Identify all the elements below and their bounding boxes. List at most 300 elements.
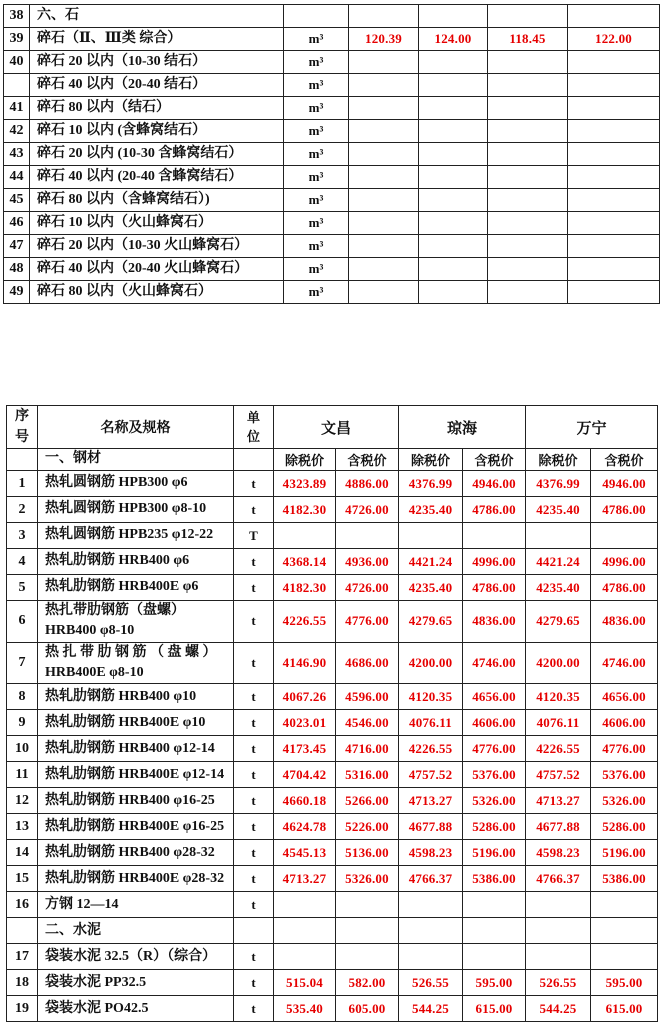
item-name-cell: 热轧肋钢筋 HRB400E φ10 <box>38 710 234 736</box>
table-row <box>7 814 658 840</box>
price-cell: 4776.00 <box>591 736 658 762</box>
unit-cell <box>234 918 274 944</box>
price-cell: 544.25 <box>399 996 463 1022</box>
price-cell: 605.00 <box>336 996 399 1022</box>
price-cell <box>349 51 419 74</box>
price-cell: 5266.00 <box>336 788 399 814</box>
row-number-cell: 13 <box>7 814 38 840</box>
price-cell <box>463 523 526 549</box>
price-cell: 526.55 <box>399 970 463 996</box>
price-cell: 595.00 <box>591 970 658 996</box>
item-name-cell: 碎石 20 以内（10-30 结石） <box>30 51 284 74</box>
price-cell: 535.40 <box>274 996 336 1022</box>
row-number-cell: 14 <box>7 840 38 866</box>
table-row <box>7 642 658 684</box>
price-cell: 4182.30 <box>274 497 336 523</box>
price-cell: 4757.52 <box>399 762 463 788</box>
price-cell <box>488 189 568 212</box>
price-cell <box>274 918 336 944</box>
price-cell: 615.00 <box>591 996 658 1022</box>
item-name-cell: 热轧肋钢筋 HRB400 φ10 <box>38 684 234 710</box>
stone-table-body <box>4 5 660 304</box>
unit-cell: m³ <box>284 28 349 51</box>
table-row <box>7 575 658 601</box>
header-city-qionghai: 琼海 <box>399 406 526 449</box>
unit-cell: m³ <box>284 51 349 74</box>
price-cell: 4713.27 <box>399 788 463 814</box>
price-cell: 4421.24 <box>399 549 463 575</box>
row-number-cell: 38 <box>4 5 30 28</box>
price-cell <box>419 235 488 258</box>
section-label-steel: 一、钢材 <box>38 449 234 471</box>
price-cell: 4376.99 <box>526 471 591 497</box>
price-cell: 4786.00 <box>463 575 526 601</box>
price-cell <box>591 892 658 918</box>
unit-cell: t <box>234 944 274 970</box>
unit-cell: t <box>234 497 274 523</box>
row-number-cell: 18 <box>7 970 38 996</box>
price-cell <box>274 892 336 918</box>
header-price-inctax-wenchang: 含税价 <box>336 449 399 471</box>
price-cell: 5136.00 <box>336 840 399 866</box>
row-number-cell: 44 <box>4 166 30 189</box>
item-name-cell: 热轧肋钢筋 HRB400 φ12-14 <box>38 736 234 762</box>
item-name-cell: 碎石 20 以内 (10-30 含蜂窝结石） <box>30 143 284 166</box>
row-number-cell: 19 <box>7 996 38 1022</box>
unit-cell: m³ <box>284 143 349 166</box>
item-name-cell: 二、水泥 <box>38 918 234 944</box>
row-number-cell: 6 <box>7 601 38 643</box>
price-cell: 4746.00 <box>463 642 526 684</box>
item-name-cell: 热轧肋钢筋 HRB400E φ28-32 <box>38 866 234 892</box>
price-cell <box>568 120 660 143</box>
price-cell: 5376.00 <box>463 762 526 788</box>
item-name-cell: 碎石 80 以内（火山蜂窝石） <box>30 281 284 304</box>
table-row <box>7 840 658 866</box>
price-cell <box>568 235 660 258</box>
subheader-row <box>7 449 658 471</box>
unit-cell: m³ <box>284 189 349 212</box>
empty-cell <box>7 449 38 471</box>
header-price-inctax-qionghai: 含税价 <box>463 449 526 471</box>
price-cell: 582.00 <box>336 970 399 996</box>
price-cell <box>488 74 568 97</box>
price-cell: 4766.37 <box>526 866 591 892</box>
item-name-cell: 六、石 <box>30 5 284 28</box>
price-cell: 5226.00 <box>336 814 399 840</box>
price-cell: 4713.27 <box>526 788 591 814</box>
row-number-cell: 47 <box>4 235 30 258</box>
table-row <box>7 788 658 814</box>
price-cell <box>349 74 419 97</box>
price-cell: 4686.00 <box>336 642 399 684</box>
price-cell <box>568 51 660 74</box>
item-name-cell: 热轧肋钢筋 HRB400 φ6 <box>38 549 234 575</box>
price-cell <box>526 944 591 970</box>
item-name-cell: 热轧肋钢筋 HRB400E φ6 <box>38 575 234 601</box>
price-cell <box>336 944 399 970</box>
row-number-cell: 10 <box>7 736 38 762</box>
price-cell: 4786.00 <box>591 497 658 523</box>
unit-cell: t <box>234 710 274 736</box>
unit-cell: t <box>234 892 274 918</box>
row-number-cell: 16 <box>7 892 38 918</box>
unit-cell: m³ <box>284 212 349 235</box>
price-cell: 4704.42 <box>274 762 336 788</box>
header-seq-no <box>7 406 38 449</box>
header-unit <box>234 406 274 449</box>
stone-price-table <box>3 4 660 304</box>
table-row <box>7 497 658 523</box>
price-cell <box>419 5 488 28</box>
header-price-extax-wenchang: 除税价 <box>274 449 336 471</box>
price-cell <box>488 258 568 281</box>
price-cell: 4936.00 <box>336 549 399 575</box>
header-seq-no-label: 序号 <box>14 409 29 445</box>
row-number-cell: 8 <box>7 684 38 710</box>
header-name-spec: 名称及规格 <box>38 406 234 449</box>
table-row <box>7 523 658 549</box>
price-cell: 5196.00 <box>591 840 658 866</box>
price-cell <box>568 212 660 235</box>
price-cell: 4726.00 <box>336 497 399 523</box>
unit-cell: t <box>234 788 274 814</box>
price-cell <box>526 523 591 549</box>
price-cell: 4713.27 <box>274 866 336 892</box>
price-cell <box>568 166 660 189</box>
unit-cell: t <box>234 840 274 866</box>
unit-cell: t <box>234 866 274 892</box>
price-cell <box>488 281 568 304</box>
price-cell: 122.00 <box>568 28 660 51</box>
table-row <box>7 866 658 892</box>
unit-cell: m³ <box>284 281 349 304</box>
price-cell: 4120.35 <box>399 684 463 710</box>
price-cell: 4235.40 <box>526 497 591 523</box>
table-row <box>4 189 660 212</box>
price-cell: 4786.00 <box>591 575 658 601</box>
price-cell <box>419 258 488 281</box>
price-cell <box>463 892 526 918</box>
item-name-cell: 碎石 80 以内（含蜂窝结石）) <box>30 189 284 212</box>
price-cell <box>568 74 660 97</box>
table-row <box>4 258 660 281</box>
table-row <box>7 970 658 996</box>
item-name-cell: 热扎带肋钢筋（盘螺）HRB400 φ8-10 <box>38 601 234 643</box>
row-number-cell: 43 <box>4 143 30 166</box>
price-cell <box>419 97 488 120</box>
row-number-cell: 46 <box>4 212 30 235</box>
price-cell: 4996.00 <box>591 549 658 575</box>
price-cell: 5286.00 <box>591 814 658 840</box>
price-cell: 4226.55 <box>526 736 591 762</box>
price-cell <box>419 51 488 74</box>
price-cell <box>419 166 488 189</box>
item-name-cell: 热轧圆钢筋 HPB300 φ8-10 <box>38 497 234 523</box>
price-cell: 4023.01 <box>274 710 336 736</box>
price-cell: 4067.26 <box>274 684 336 710</box>
price-cell <box>419 189 488 212</box>
item-name-cell: 碎石 10 以内 (含蜂窝结石） <box>30 120 284 143</box>
row-number-cell: 48 <box>4 258 30 281</box>
price-cell: 5316.00 <box>336 762 399 788</box>
price-cell: 5376.00 <box>591 762 658 788</box>
price-cell: 615.00 <box>463 996 526 1022</box>
row-number-cell <box>4 74 30 97</box>
row-number-cell: 1 <box>7 471 38 497</box>
price-cell <box>591 918 658 944</box>
item-name-cell: 热轧肋钢筋 HRB400 φ28-32 <box>38 840 234 866</box>
price-cell <box>336 892 399 918</box>
price-cell: 4598.23 <box>399 840 463 866</box>
table-row <box>4 97 660 120</box>
table-row <box>4 212 660 235</box>
table-row <box>4 5 660 28</box>
unit-cell: t <box>234 471 274 497</box>
table-row <box>4 120 660 143</box>
price-cell: 4546.00 <box>336 710 399 736</box>
price-cell <box>419 281 488 304</box>
price-cell <box>419 143 488 166</box>
price-cell: 4776.00 <box>336 601 399 643</box>
price-cell: 4606.00 <box>591 710 658 736</box>
price-cell: 4200.00 <box>526 642 591 684</box>
unit-cell: t <box>234 642 274 684</box>
price-cell <box>349 258 419 281</box>
price-cell: 4836.00 <box>463 601 526 643</box>
price-cell: 515.04 <box>274 970 336 996</box>
price-cell <box>488 212 568 235</box>
row-number-cell: 15 <box>7 866 38 892</box>
table-row <box>4 235 660 258</box>
unit-cell <box>284 5 349 28</box>
price-cell: 5326.00 <box>463 788 526 814</box>
price-cell <box>349 189 419 212</box>
row-number-cell: 3 <box>7 523 38 549</box>
row-number-cell: 42 <box>4 120 30 143</box>
price-cell <box>419 74 488 97</box>
price-cell <box>399 523 463 549</box>
price-cell: 4376.99 <box>399 471 463 497</box>
price-cell: 4182.30 <box>274 575 336 601</box>
price-cell <box>274 523 336 549</box>
table-row <box>7 996 658 1022</box>
price-cell: 4368.14 <box>274 549 336 575</box>
unit-cell: m³ <box>284 97 349 120</box>
unit-cell: t <box>234 996 274 1022</box>
price-cell: 4120.35 <box>526 684 591 710</box>
price-cell: 4746.00 <box>591 642 658 684</box>
price-cell: 4421.24 <box>526 549 591 575</box>
table-row <box>7 736 658 762</box>
price-cell: 4946.00 <box>591 471 658 497</box>
row-number-cell: 2 <box>7 497 38 523</box>
price-cell: 4173.45 <box>274 736 336 762</box>
unit-cell: m³ <box>284 74 349 97</box>
item-name-cell: 碎石 10 以内（火山蜂窝石） <box>30 212 284 235</box>
unit-cell: t <box>234 575 274 601</box>
price-cell <box>349 97 419 120</box>
price-cell: 4946.00 <box>463 471 526 497</box>
item-name-cell: 热轧圆钢筋 HPB235 φ12-22 <box>38 523 234 549</box>
price-cell: 4776.00 <box>463 736 526 762</box>
price-cell <box>349 235 419 258</box>
material-table-body <box>7 471 658 1022</box>
table-row <box>4 28 660 51</box>
row-number-cell: 41 <box>4 97 30 120</box>
row-number-cell: 39 <box>4 28 30 51</box>
price-cell <box>568 5 660 28</box>
price-cell <box>488 5 568 28</box>
unit-cell: t <box>234 814 274 840</box>
price-cell <box>463 944 526 970</box>
row-number-cell: 45 <box>4 189 30 212</box>
header-price-extax-qionghai: 除税价 <box>399 449 463 471</box>
price-cell: 120.39 <box>349 28 419 51</box>
price-cell: 4279.65 <box>399 601 463 643</box>
price-cell <box>349 120 419 143</box>
price-cell: 5386.00 <box>463 866 526 892</box>
table-row <box>7 918 658 944</box>
header-city-wenchang: 文昌 <box>274 406 399 449</box>
price-cell <box>488 97 568 120</box>
price-cell <box>568 258 660 281</box>
price-cell <box>399 892 463 918</box>
table-row <box>4 51 660 74</box>
price-cell: 4786.00 <box>463 497 526 523</box>
table-row <box>7 762 658 788</box>
price-cell <box>349 281 419 304</box>
item-name-cell: 热轧肋钢筋 HRB400E φ16-25 <box>38 814 234 840</box>
item-name-cell: 热 扎 带 肋 钢 筋 （ 盘 螺 ） HRB400E φ8-10 <box>38 642 234 684</box>
price-cell <box>568 281 660 304</box>
table-row <box>4 281 660 304</box>
unit-cell: t <box>234 762 274 788</box>
unit-cell: m³ <box>284 166 349 189</box>
unit-cell: m³ <box>284 235 349 258</box>
price-cell <box>526 918 591 944</box>
row-number-cell: 4 <box>7 549 38 575</box>
row-number-cell: 12 <box>7 788 38 814</box>
table-row <box>4 143 660 166</box>
price-cell: 118.45 <box>488 28 568 51</box>
price-cell <box>274 944 336 970</box>
price-cell: 4886.00 <box>336 471 399 497</box>
item-name-cell: 碎石 40 以内（20-40 结石） <box>30 74 284 97</box>
row-number-cell: 49 <box>4 281 30 304</box>
table-row <box>7 549 658 575</box>
price-cell <box>591 523 658 549</box>
table-row <box>4 74 660 97</box>
price-cell: 4656.00 <box>463 684 526 710</box>
price-cell: 4226.55 <box>399 736 463 762</box>
row-number-cell: 9 <box>7 710 38 736</box>
price-cell <box>568 97 660 120</box>
price-cell <box>349 5 419 28</box>
table-row <box>7 944 658 970</box>
price-cell: 5286.00 <box>463 814 526 840</box>
price-cell <box>463 918 526 944</box>
item-name-cell: 袋装水泥 PO42.5 <box>38 996 234 1022</box>
empty-cell <box>234 449 274 471</box>
unit-cell: t <box>234 684 274 710</box>
item-name-cell: 方钢 12—14 <box>38 892 234 918</box>
item-name-cell: 碎石 20 以内（10-30 火山蜂窝石） <box>30 235 284 258</box>
price-cell: 4226.55 <box>274 601 336 643</box>
table-row <box>4 166 660 189</box>
unit-cell: t <box>234 970 274 996</box>
price-cell: 4323.89 <box>274 471 336 497</box>
price-cell: 124.00 <box>419 28 488 51</box>
price-cell <box>591 944 658 970</box>
row-number-cell <box>7 918 38 944</box>
item-name-cell: 碎石 40 以内 (20-40 含蜂窝结石） <box>30 166 284 189</box>
price-cell: 4235.40 <box>399 497 463 523</box>
row-number-cell: 17 <box>7 944 38 970</box>
price-cell: 4660.18 <box>274 788 336 814</box>
price-cell: 4726.00 <box>336 575 399 601</box>
header-city-wanning: 万宁 <box>526 406 658 449</box>
price-cell <box>526 892 591 918</box>
price-cell: 4836.00 <box>591 601 658 643</box>
unit-cell: t <box>234 601 274 643</box>
price-cell: 4716.00 <box>336 736 399 762</box>
item-name-cell: 碎石 80 以内（结石） <box>30 97 284 120</box>
price-cell <box>568 143 660 166</box>
price-cell: 544.25 <box>526 996 591 1022</box>
item-name-cell: 碎石（Ⅱ、Ⅲ类 综合） <box>30 28 284 51</box>
price-cell <box>419 120 488 143</box>
price-cell: 4200.00 <box>399 642 463 684</box>
header-price-inctax-wanning: 含税价 <box>591 449 658 471</box>
item-name-cell: 碎石 40 以内（20-40 火山蜂窝石） <box>30 258 284 281</box>
unit-cell: T <box>234 523 274 549</box>
price-cell <box>488 120 568 143</box>
price-cell <box>488 143 568 166</box>
price-cell: 4677.88 <box>399 814 463 840</box>
price-cell: 5326.00 <box>591 788 658 814</box>
price-cell <box>349 212 419 235</box>
price-cell: 595.00 <box>463 970 526 996</box>
table-row <box>7 471 658 497</box>
item-name-cell: 热轧肋钢筋 HRB400E φ12-14 <box>38 762 234 788</box>
item-name-cell: 袋装水泥 PP32.5 <box>38 970 234 996</box>
price-cell: 5386.00 <box>591 866 658 892</box>
price-cell: 4624.78 <box>274 814 336 840</box>
price-cell <box>399 944 463 970</box>
price-cell: 4545.13 <box>274 840 336 866</box>
price-cell: 4076.11 <box>526 710 591 736</box>
price-cell: 4235.40 <box>526 575 591 601</box>
row-number-cell: 40 <box>4 51 30 74</box>
price-cell <box>568 189 660 212</box>
price-cell: 4146.90 <box>274 642 336 684</box>
item-name-cell: 袋装水泥 32.5（R）（综合） <box>38 944 234 970</box>
unit-cell: t <box>234 736 274 762</box>
price-cell: 4598.23 <box>526 840 591 866</box>
price-cell: 4235.40 <box>399 575 463 601</box>
table-row <box>7 684 658 710</box>
table-header-row <box>7 406 658 449</box>
price-cell <box>488 51 568 74</box>
price-cell <box>488 166 568 189</box>
material-price-table <box>6 405 658 1022</box>
price-cell: 4656.00 <box>591 684 658 710</box>
table-row <box>7 892 658 918</box>
price-cell <box>399 918 463 944</box>
price-cell: 526.55 <box>526 970 591 996</box>
item-name-cell: 热轧肋钢筋 HRB400 φ16-25 <box>38 788 234 814</box>
